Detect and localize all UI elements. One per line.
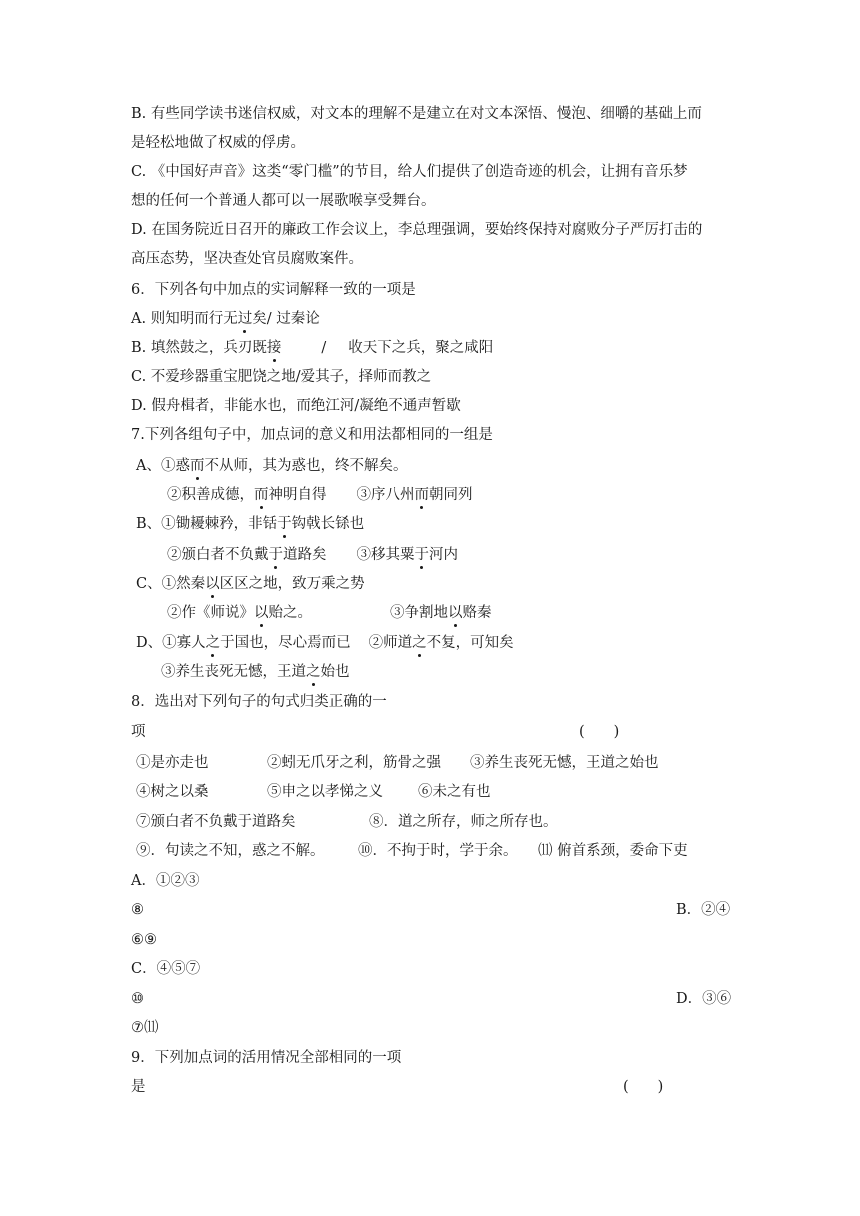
q7-b2-dotted-word: 于	[269, 544, 284, 566]
q7-option-b-line1	[136, 513, 364, 535]
q7-a2-text-mid: 神明自得	[268, 487, 327, 503]
q7-c1-dotted-word: 以	[205, 573, 220, 595]
q7-b2-dotted-word2: 于	[415, 544, 430, 566]
q6-option-a	[131, 308, 320, 330]
q7-a2-dotted-word: 而	[254, 484, 269, 506]
q5-option-d-line1: D. 在国务院近日召开的廉政工作会议上，李总理强调，要始终保持对腐败分子严厉打击的	[131, 222, 703, 238]
q5-option-b-line2: 是轻松地做了权威的俘虏。	[131, 135, 305, 151]
q7-c2-dotted-word: 以	[254, 602, 269, 624]
q7-d1-text-end: 不复，可知矣	[426, 635, 514, 651]
q6-option-b	[131, 337, 493, 359]
q7-b1-text: B、①锄耰棘矜，非铦	[136, 516, 278, 532]
q7-c1-text-end: 区区之地，致万乘之势	[219, 576, 365, 592]
q6-b-dotted-word: 接	[267, 337, 282, 359]
q6-b-text-end: 收天下之兵，聚之咸阳	[348, 340, 494, 356]
q7-d1-text2: ②师道	[368, 635, 413, 651]
q7-a1-dotted-word: 而	[190, 455, 205, 477]
q6-stem: 6．下列各句中加点的实词解释一致的一项是	[131, 282, 416, 298]
q8-sentence-2: ②蚓无爪牙之利，筋骨之强	[267, 755, 441, 771]
q8-sentence-10: ⑩．不拘于时，学于余。	[358, 843, 518, 859]
q5-option-d-line2: 高压态势，坚决查处官员腐败案件。	[131, 251, 363, 267]
q6-option-d: D. 假舟楫者，非能水也，而绝江河/凝绝不通声暂歇	[131, 398, 461, 414]
q8-answer-paren: ( )	[579, 724, 620, 740]
q9-answer-paren: ( )	[623, 1079, 664, 1095]
q8-sentence-9: ⑨．句读之不知，惑之不解。	[136, 843, 325, 859]
q7-d1-text: D、①寡人	[136, 635, 206, 651]
q5-option-b-line1: B. 有些同学读书迷信权威，对文本的理解不是建立在对文本深悟、慢泡、细嚼的基础上而	[131, 106, 702, 122]
q8-option-c: C．④⑤⑦	[131, 961, 201, 977]
q8-sentence-11: ⑾ 俯首系颈，委命下吏	[538, 843, 688, 859]
q7-a1-text: A、①惑	[136, 458, 190, 474]
q7-option-a-line1	[136, 455, 407, 477]
q7-a2-text: ②积善成德，	[167, 487, 254, 503]
q7-b2-text: ②颁白者不负戴	[167, 547, 269, 563]
q8-sentence-5: ⑤申之以孝悌之义	[267, 784, 383, 800]
q6-a-dotted-word: 过	[238, 308, 253, 330]
q7-d2-text: ③养生丧死无憾，王道	[161, 664, 306, 680]
q6-b-separator: /	[321, 340, 327, 356]
q7-c2-text-end: 赂秦	[462, 605, 492, 621]
q7-d2-text-end: 始也	[320, 664, 350, 680]
q9-stem-continued: 是	[131, 1079, 146, 1095]
q8-option-b: B．②④	[676, 902, 731, 918]
q6-option-c: C. 不爱珍器重宝肥饶之地/爱其子，择师而教之	[131, 369, 432, 385]
q5-option-c-line1: C. 《中国好声音》这类“零门槛”的节目，给人们提供了创造奇迹的机会，让拥有音乐梦	[131, 164, 688, 180]
q9-stem: 9．下列加点词的活用情况全部相同的一项	[131, 1050, 402, 1066]
q8-sentence-3: ③养生丧死无憾，王道之始也	[470, 755, 659, 771]
q7-c1-text: C、①然秦	[136, 576, 206, 592]
q7-c2-text-mid: 贻之。	[268, 605, 312, 621]
q7-option-c-line1	[136, 573, 365, 595]
q7-c2-text2: ③争割地	[390, 605, 448, 621]
q7-b1-dotted-word: 于	[277, 513, 292, 535]
q8-sentence-8: ⑧．道之所存，师之所存也。	[369, 814, 558, 830]
q8-stem-continued: 项	[131, 724, 146, 740]
q7-b2-text2: ③移其粟	[356, 547, 415, 563]
q6-a-text: A. 则知明而行无	[131, 311, 238, 327]
q7-option-d-line2	[161, 661, 350, 683]
q7-a2-dotted-word2: 而	[415, 484, 430, 506]
q8-sentence-1: ①是亦走也	[136, 755, 209, 771]
q8-option-a: A．①②③	[131, 873, 200, 889]
q8-sentence-6: ⑥未之有也	[418, 784, 491, 800]
q8-option-d: D．③⑥	[676, 991, 732, 1007]
q6-a-text-end: 矣/ 过秦论	[252, 311, 320, 327]
q7-d2-dotted-word: 之	[306, 661, 321, 683]
q8-option-d-cont: ⑦⑾	[131, 1020, 159, 1036]
q8-option-c-cont: ⑩	[131, 991, 144, 1007]
q8-stem: 8．选出对下列句子的句式归类正确的一	[131, 694, 387, 710]
q7-option-a-line2	[167, 484, 473, 506]
q7-b2-text-end: 河内	[429, 547, 458, 563]
q7-d1-dotted-word: 之	[206, 632, 221, 654]
q8-option-b-cont: ⑥⑨	[131, 932, 157, 948]
q7-option-d-line1	[136, 632, 514, 654]
q7-c2-dotted-word2: 以	[448, 602, 463, 624]
q7-option-c-line2	[167, 602, 492, 624]
q7-b2-text-mid: 道路矣	[283, 547, 327, 563]
q7-a2-text2: ③序八州	[356, 487, 415, 503]
q6-b-text: B. 填然鼓之，兵刃既	[131, 340, 267, 356]
q8-option-a-cont: ⑧	[131, 902, 144, 918]
q8-sentence-4: ④树之以桑	[136, 784, 209, 800]
q7-stem: 7.下列各组句子中，加点词的意义和用法都相同的一组是	[131, 427, 493, 443]
q7-b1-text-end: 钩戟长铩也	[291, 516, 365, 532]
q5-option-c-line2: 想的任何一个普通人都可以一展歌喉享受舞台。	[131, 193, 436, 209]
q7-option-b-line2	[167, 544, 458, 566]
q8-sentence-7: ⑦颁白者不负戴于道路矣	[136, 814, 296, 830]
q7-d1-text-mid: 于国也，尽心焉而已	[220, 635, 351, 651]
q7-d1-dotted-word2: 之	[412, 632, 427, 654]
q7-a2-text-end: 朝同列	[429, 487, 473, 503]
q7-a1-text-end: 不从师，其为惑也，终不解矣。	[204, 458, 408, 474]
q7-c2-text: ②作《师说》	[167, 605, 254, 621]
